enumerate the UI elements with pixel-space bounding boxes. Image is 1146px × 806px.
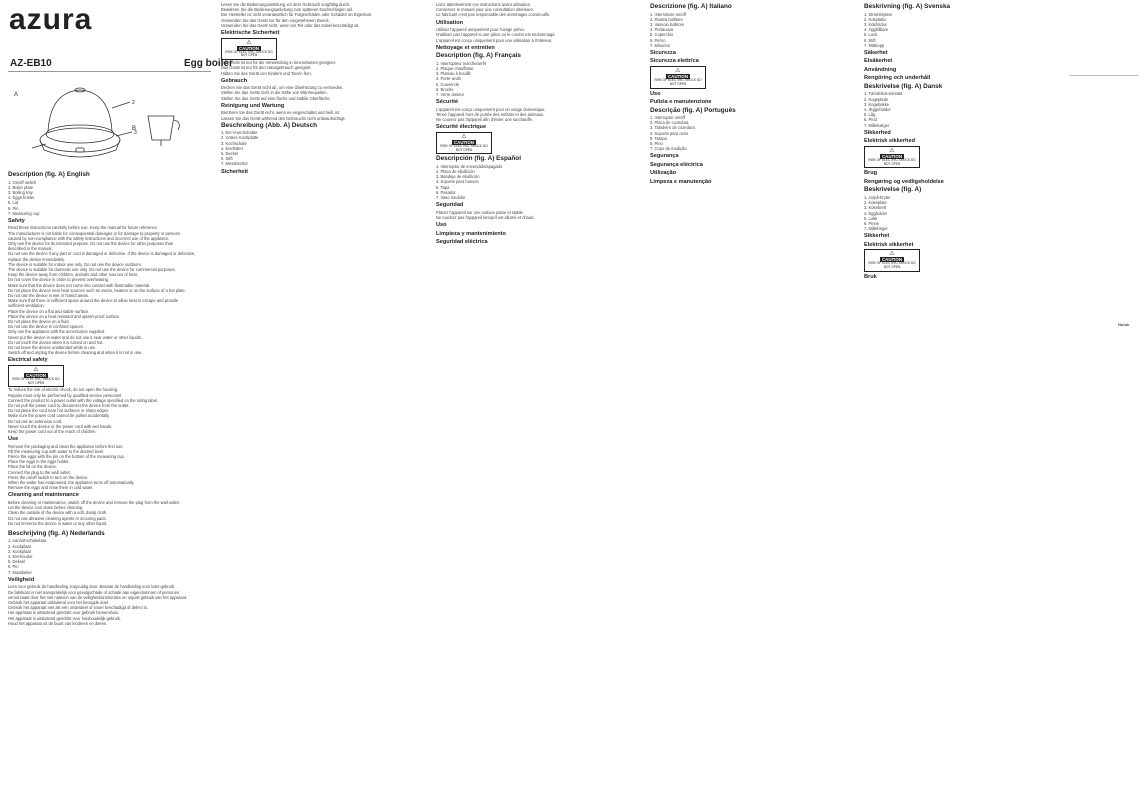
swedish-safety-title: Säkerhet (864, 49, 888, 56)
italian-parts-list (650, 12, 853, 48)
text-line: Clean the outside of the device with a soft, damp cloth. (8, 510, 108, 516)
text-line: 1. Aan/uit-schakelaar (8, 538, 47, 544)
french-text-c (436, 107, 639, 123)
text-line: 4. Eggholder (864, 210, 888, 216)
norwegian-side-label: Norsk (1118, 322, 1130, 327)
text-line: 2. Piastra bollitore (650, 16, 683, 22)
dutch-safety-title: Veiligheid (8, 576, 35, 583)
french-usage-title: Utilisation (436, 19, 464, 26)
german-cleaning-title: Reinigung und Wartung (221, 102, 285, 109)
text-line: Berühren Sie das Gerät nicht, wenn es eingeschaltet und heiß ist. (221, 110, 341, 116)
text-line: Lesen Sie die Bedienungsanleitung vor dem Gebrauch sorgfältig durch. (221, 2, 351, 7)
caution-label-da (864, 146, 920, 169)
side-divider (1069, 75, 1138, 76)
text-line: When the water has evaporated, the appliance turns off automatically. (8, 480, 135, 486)
english-safety-list (8, 225, 211, 355)
caution-caption: CAUTION (25, 372, 46, 378)
text-line: Gebruik het apparaat uitsluitend voor het beoogde doel. (8, 600, 110, 605)
text-line: The device is suitable for domestic use only. Do not use the device for commercial purposes. (8, 267, 176, 273)
text-line: Make sure that there is sufficient space around the device to allow heat to escape and provide (8, 298, 179, 304)
text-line: Halten Sie das Gerät von Kindern und Tieren fern. (221, 70, 312, 76)
dutch-safety-list (8, 584, 211, 626)
italian-warning-title: Sicurezza elettrica (650, 58, 699, 65)
model-number: AZ-EB10 (10, 58, 52, 69)
text-line: 3. Kochschale (221, 140, 247, 146)
portuguese-usage-title: Utilização (650, 170, 677, 177)
text-line: Connect the plug to the wall outlet. (8, 469, 71, 475)
italian-safety-title: Sicurezza (650, 49, 676, 56)
text-line: 7. Verre doseur (436, 91, 464, 97)
text-line: 5. Tapa (436, 184, 450, 190)
text-line: 6. Pasador (436, 189, 456, 195)
german-text-a (221, 2, 424, 28)
spanish-warning-title: Seguridad eléctrica (436, 239, 488, 246)
callout-3: 3 (134, 130, 137, 136)
text-line: 1. Interruptor on/off (650, 115, 685, 121)
text-line: 4. Porte-œufs (436, 76, 462, 82)
swedish-usage-title: Användning (864, 66, 897, 73)
german-text-b (221, 60, 424, 76)
warning-triangle-icon: ⚠ (246, 39, 252, 46)
caution-subtext: RISK OF ELECTRIC SHOCK DO NOT OPEN (868, 157, 916, 166)
text-line: Pierce the eggs with the pin on the bottom of the measuring cup. (8, 454, 125, 460)
norwegian-usage-title: Bruk (864, 273, 877, 280)
text-line: veroorzaakt door het niet naleven van de veiligheidsinstructies en onjuist gebruik van het apparaat. (8, 594, 188, 600)
text-line: The device is suitable for indoor use only. Do not use the device outdoors. (8, 261, 142, 267)
text-line: 6. Stift (864, 37, 876, 43)
text-line: Make sure the power cord cannot be pulled accidentally. (8, 413, 110, 419)
text-line: 1. Interruttore on/off (650, 11, 686, 17)
text-line: Keep the device away from children, animals and other sources of heat. (8, 272, 138, 278)
text-line: 1. On/off switch (8, 179, 37, 185)
english-description-title: Description (fig. A) English (8, 171, 90, 178)
danish-usage-title: Brug (864, 170, 878, 177)
callout-2: 2 (132, 100, 135, 106)
text-line: Do not use the device in confined spaces. (8, 324, 84, 330)
brand-logo: azura (9, 3, 93, 36)
danish-parts-list (864, 91, 1064, 127)
spanish-description-title: Descripción (fig. A) Español (436, 155, 521, 163)
text-line: 2. Plaque chauffante (436, 65, 474, 71)
caution-subtext: RISK OF ELECTRIC SHOCK DO NOT OPEN (654, 77, 702, 86)
text-line: 6. Broche (436, 86, 454, 92)
caution-subtext: RISK OF ELECTRIC SHOCK DO NOT OPEN (12, 376, 60, 385)
text-line: 6. Pind (864, 117, 877, 123)
english-electrical-title: Electrical safety (8, 356, 48, 363)
text-line: Only use the device for its intended purpose. Do not use the device for other purposes than (8, 241, 174, 247)
caution-label (8, 365, 64, 388)
text-line: The manufacturer is not liable for consequential damages or for damage to property or persons (8, 230, 181, 236)
portuguese-cleaning-title: Limpeza e manutenção (650, 178, 712, 185)
text-line: Do not use abrasive cleaning agents or scouring pads. (8, 515, 107, 521)
text-line: L'appareil est conçu uniquement pour une utilisation à l'intérieur. (436, 37, 553, 43)
english-safety-title: Safety (8, 217, 25, 224)
swedish-warning-title: Elsäkerhet (864, 58, 893, 65)
text-line: 6. Pin (8, 564, 19, 570)
spanish-parts-list (436, 164, 639, 200)
dutch-parts-list (8, 538, 211, 574)
spanish-usage-title: Uso (436, 222, 447, 229)
french-description-title: Description (fig. A) Français (436, 52, 521, 60)
caution-label-no (864, 249, 920, 272)
figure-label-a: A (14, 92, 19, 98)
column-french-spanish (436, 2, 639, 247)
figure-label-b: B (132, 126, 137, 132)
danish-warning-title: Elektrisk sikkerhed (864, 138, 915, 145)
text-line: 5. Lokk (864, 215, 878, 221)
warning-triangle-icon: ⚠ (675, 67, 681, 74)
portuguese-warning-title: Segurança eléctrica (650, 161, 703, 168)
spanish-cleaning-title: Limpieza y mantenimiento (436, 230, 506, 237)
text-line: Place the eggs in the eggs holder. (8, 459, 70, 465)
text-line: 3. Tabuleiro de cozedura (650, 125, 695, 131)
german-usage-title: Gebrauch (221, 77, 248, 84)
text-line: Do not use the device in wet or humid areas. (8, 293, 90, 299)
english-electrical-list (8, 387, 211, 434)
text-line: Placez l'appareil sur une surface plane et stable. (436, 209, 524, 215)
text-line: 3. Vassoio bollitore (650, 21, 685, 27)
caution-caption: CAUTION (667, 73, 688, 79)
text-line: Tenez l'appareil hors de portée des enfants et des animaux. (436, 111, 545, 117)
text-line: 2. Boiler plate (8, 184, 34, 190)
text-line: Verwenden Sie das Gerät nicht, wenn ein Teil oder das Kabel beschädigt ist. (221, 22, 360, 28)
french-text-b (436, 27, 639, 43)
text-line: Read these instructions carefully before use. Keep the manual for future reference. (8, 225, 158, 231)
column-nordic (864, 2, 1064, 281)
product-name: Egg boiler (184, 58, 233, 69)
text-line: Before cleaning or maintenance, switch off the device and remove the plug from the wall outlet. (8, 499, 180, 505)
text-line: 4. Eierhouder (8, 554, 33, 560)
text-line: Never touch the device or the power cord with wet hands. (8, 423, 113, 429)
text-line: Do not use an extension cord. (8, 418, 63, 424)
french-text-d (436, 210, 639, 220)
text-line: Do not leave the device unattended while in use. (8, 345, 97, 351)
danish-cleaning-title: Rengøring og vedligeholdelse (864, 178, 944, 185)
text-line: Do not immerse the device in water or any other liquid. (8, 520, 107, 526)
text-line: 4. Ägghållare (864, 27, 889, 33)
french-text-a (436, 2, 639, 18)
french-cleaning-title: Nettoyage et entretien (436, 44, 495, 51)
french-parts-list (436, 61, 639, 97)
text-line: 7. Målebæger (864, 122, 890, 128)
text-line: 6. Pin (8, 205, 19, 211)
text-line: Place the lid on the device. (8, 464, 57, 470)
text-line: 4. Soporte para huevos (436, 179, 479, 185)
text-line: Do not pull the power cord to disconnect the device from the outlet. (8, 402, 130, 408)
german-parts-list (221, 130, 424, 166)
text-line: Do not place the device near heat sources such as ovens, heaters or on the surface of a hot plate. (8, 287, 186, 293)
text-line: 7. Målebeger (864, 226, 888, 232)
text-line: 5. Couvercle (436, 81, 459, 87)
text-line: 3. Kokebrett (864, 205, 887, 211)
caution-label-de (221, 38, 277, 61)
text-line: Place the device on a flat and stable surface. (8, 308, 90, 314)
norwegian-warning-title: Elektrisk sikkerhet (864, 241, 914, 248)
text-line: 4. Æggeholder (864, 107, 891, 113)
text-line: 2. Placa de cozedura (650, 120, 689, 126)
text-line: 2. Kokplatta (864, 16, 886, 22)
text-line: Utilisez l'appareil uniquement pour l'usage prévu. (436, 27, 525, 33)
text-line: Connect the product to a power outlet with the voltage specified on the rating label. (8, 397, 158, 403)
portuguese-safety-title: Segurança (650, 153, 679, 160)
text-line: Lees voor gebruik de handleiding zorgvuldig door. Bewaar de handleiding voor later gebruik. (8, 584, 176, 590)
text-line: To reduce the risk of electric shock, do not open the housing. (8, 387, 119, 393)
text-line: De fabrikant is niet aansprakelijk voor gevolgschade of schade aan eigendommen of personen (8, 589, 180, 595)
text-line: Only use the appliance with the accessories supplied. (8, 329, 106, 335)
german-safety-title: Sicherheit (221, 168, 249, 175)
french-safety-title: Sécurité (436, 99, 459, 106)
text-line: 3. Bandeja de ebullición (436, 174, 480, 180)
text-line: Het apparaat is uitsluitend geschikt voor huishoudelijk gebruik. (8, 615, 122, 621)
text-line: Remove the packaging and clean the appliance before first use. (8, 443, 124, 449)
text-line: 7. Maatbeker (8, 569, 32, 575)
text-line: 2. Kookplaat (8, 543, 31, 549)
german-text-d (221, 110, 424, 120)
text-line: 1. Interrupteur marche/arrêt (436, 60, 487, 66)
text-line: Place the device on a heat resistant and splash-proof surface. (8, 313, 121, 319)
german-description-title: Beschreibung (Abb. A) Deutsch (221, 121, 317, 129)
caution-caption: CAUTION (238, 45, 259, 51)
text-line: replace the device immediately. (8, 256, 66, 262)
text-line: 3. Boiling tray (8, 189, 33, 195)
text-line: 5. Deksel (8, 559, 26, 565)
text-line: 2. Untere Kochplatte (221, 135, 259, 141)
text-line: 1. Interruptor de encendido/apagado (436, 163, 503, 169)
text-line: 2. Kogeplade (864, 96, 889, 102)
warning-triangle-icon: ⚠ (889, 251, 895, 258)
header-divider (8, 71, 211, 72)
english-cleaning-title: Cleaning and maintenance (8, 492, 79, 499)
text-line: Bewahren Sie die Bedienungsanleitung zum späteren Nachschlagen auf. (221, 7, 354, 13)
french-warning-title: Sécurité électrique (436, 124, 487, 131)
column-italian-portuguese (650, 2, 853, 186)
italian-usage-title: Uso (650, 90, 661, 97)
text-line: Ne touchez pas l'appareil lorsqu'il est allumé et chaud. (436, 214, 535, 220)
text-line: 4. Eggs holder (8, 195, 35, 201)
text-line: 2. Kokeplate (864, 200, 887, 206)
text-line: Het apparaat is uitsluitend geschikt voor gebruik binnenshuis. (8, 610, 120, 616)
swedish-parts-list (864, 12, 1064, 48)
text-line: Repairs must only be performed by qualified service personnel. (8, 392, 123, 398)
text-line: Do not place the device on a fluid. (8, 319, 70, 325)
text-line: 1. Av/på-bryter (864, 194, 891, 200)
italian-cleaning-title: Pulizia e manutenzione (650, 99, 712, 106)
text-line: 2. Placa de ebullición (436, 169, 475, 175)
column-german (221, 2, 424, 176)
dutch-description-title: Beschrijving (fig. A) Nederlands (8, 529, 105, 537)
text-line: Do not touch the device when it is turned on and hot. (8, 339, 104, 345)
danish-description-title: Beskrivelse (fig. A) Dansk (864, 82, 943, 90)
caution-caption: CAUTION (881, 257, 902, 263)
column-english (8, 170, 211, 626)
danish-safety-title: Sikkerhed (864, 129, 891, 136)
text-line: Conservez le manuel pour une consultation ultérieure. (436, 7, 535, 13)
text-line: Lassen Sie das Gerät während des Gebrauchs nicht unbeaufsichtigt. (221, 115, 346, 121)
text-line: Decken Sie das Gerät nicht ab, um eine Überhitzung zu vermeiden. (221, 85, 344, 91)
swedish-description-title: Beskrivning (fig. A) Svenska (864, 3, 951, 10)
text-line: 5. Låg (864, 112, 876, 118)
text-line: 3. Kookplaat (8, 548, 31, 554)
caution-caption: CAUTION (453, 139, 474, 145)
text-line: Houd het apparaat uit de buurt van kinderen en dieren. (8, 620, 108, 626)
spanish-safety-title: Seguridad (436, 202, 464, 209)
text-line: L'appareil est conçu uniquement pour un usage domestique. (436, 106, 546, 112)
text-line: 5. Deckel (221, 151, 239, 157)
text-line: described in the manual. (8, 246, 53, 252)
text-line: Switch off and unplug the device before cleaning and when it is not in use. (8, 350, 143, 356)
text-line: 7. Copo de medição (650, 146, 687, 152)
text-line: 4. Portauova (650, 27, 674, 33)
text-line: 7. Vaso medidor (436, 195, 466, 201)
text-line: Stellen Sie das Gerät nicht in die Nähe von Wärmequellen. (221, 90, 328, 96)
text-line: 3. Plateau à bouillir (436, 71, 471, 77)
text-line: 7. Mätkopp (864, 42, 885, 48)
text-line: Le fabricant n'est pas responsable des dommages consécutifs. (436, 12, 551, 18)
text-line: 7. Measuring cup (8, 210, 40, 216)
caution-subtext: RISK OF ELECTRIC SHOCK DO NOT OPEN (225, 49, 273, 58)
text-line: 5. Tampa (650, 135, 667, 141)
text-line: 6. Perno (650, 37, 666, 43)
norwegian-safety-title: Sikkerhet (864, 233, 890, 240)
warning-triangle-icon: ⚠ (33, 366, 39, 373)
caution-caption: CAUTION (881, 153, 902, 159)
text-line: Keep the power cord out of the reach of children. (8, 428, 97, 434)
german-warning-title: Elektrische Sicherheit (221, 30, 280, 37)
text-line: 4. Eierhalter (221, 145, 244, 151)
text-line: Do not cover the device in order to prevent overheating. (8, 277, 110, 283)
warning-triangle-icon: ⚠ (461, 133, 467, 140)
text-line: Lisez attentivement ces instructions avant utilisation. (436, 2, 532, 7)
english-parts-list (8, 180, 211, 216)
text-line: Remove the eggs and rinse them in cold water. (8, 485, 94, 491)
text-line: Ne couvrez pas l'appareil afin d'éviter une surchauffe. (436, 117, 534, 123)
egg-boiler-drawing (20, 78, 210, 168)
text-line: Das Gerät ist nur für die Verwendung in Innenräumen geeignet. (221, 60, 336, 66)
text-line: 7. Messbecher (221, 161, 248, 167)
norwegian-parts-list (864, 195, 1064, 231)
caution-subtext: RISK OF ELECTRIC SHOCK DO NOT OPEN (868, 261, 916, 270)
text-line: 5. Lid (8, 200, 19, 206)
text-line: 5. Lock (864, 32, 878, 38)
english-use-title: Use (8, 436, 19, 443)
warning-triangle-icon: ⚠ (889, 147, 895, 154)
english-caution-block (8, 358, 211, 363)
english-cleaning-list (8, 500, 211, 526)
swedish-cleaning-title: Rengöring och underhåll (864, 75, 931, 82)
text-line: 6. Stift (221, 156, 233, 162)
text-line: 3. Kogebakke (864, 101, 890, 107)
english-use-list (8, 444, 211, 491)
text-line: 6. Pinne (864, 220, 880, 226)
text-line: 7. Misurino (650, 42, 671, 48)
italian-description-title: Descrizione (fig. A) Italiano (650, 3, 732, 10)
text-line: caused by non-compliance with the safety instructions and incorrect use of the appliance. (8, 235, 170, 241)
norwegian-description-title: Beskrivelse (fig. A) (864, 186, 922, 194)
caution-subtext: RISK OF ELECTRIC SHOCK DO NOT OPEN (440, 143, 488, 152)
text-line: 4. Suporte para ovos (650, 130, 689, 136)
german-text-c (221, 85, 424, 101)
portuguese-description-title: Descrição (fig. A) Português (650, 106, 736, 114)
text-line: Das Gerät ist nur für den Hausgebrauch geeignet. (221, 65, 312, 71)
caution-label-fr (436, 132, 492, 155)
text-line: N'utilisez pas l'appareil si une pièce ou le cordon est endommagé. (436, 32, 556, 38)
text-line: 6. Pino (650, 141, 663, 147)
text-line: Gebruik het apparaat niet als een onderdeel of snoer beschadigd of defect is. (8, 605, 148, 611)
text-line: 5. Coperchio (650, 32, 674, 38)
text-line: 1. Strömbrytare (864, 11, 893, 17)
text-line: Stellen Sie das Gerät auf eine flache und stabile Oberfläche. (221, 95, 331, 101)
text-line: Let the device cool down before cleaning. (8, 505, 84, 511)
text-line: Never put the device in water and do not use it near water or other liquids. (8, 334, 143, 340)
text-line: 3. Kokbricka (864, 21, 887, 27)
text-line: Fill the measuring cup with water to the desired level. (8, 448, 105, 454)
text-line: Do not use the device if any part or cord is damaged or defective. If the device is damaged or defective, (8, 251, 196, 257)
text-line: Make sure that the device does not come into contact with flammable material. (8, 282, 151, 288)
text-line: sufficient ventilation. (8, 303, 45, 309)
text-line: Der Hersteller ist nicht verantwortlich für Folgeschäden oder Schäden an Eigentum. (221, 12, 373, 18)
text-line: 1. Tænd/sluk-kontakt (864, 91, 903, 97)
text-line: Verwenden Sie das Gerät nur für den vorgesehenen Zweck. (221, 17, 330, 23)
portuguese-parts-list (650, 115, 853, 151)
caution-label-it (650, 66, 706, 89)
text-line: Press the on/off switch to turn on the device. (8, 474, 89, 480)
text-line: 1. Ein-/Aus-Schalter (221, 130, 258, 136)
text-line: Do not place the cord near hot surfaces or sharp edges. (8, 408, 110, 414)
